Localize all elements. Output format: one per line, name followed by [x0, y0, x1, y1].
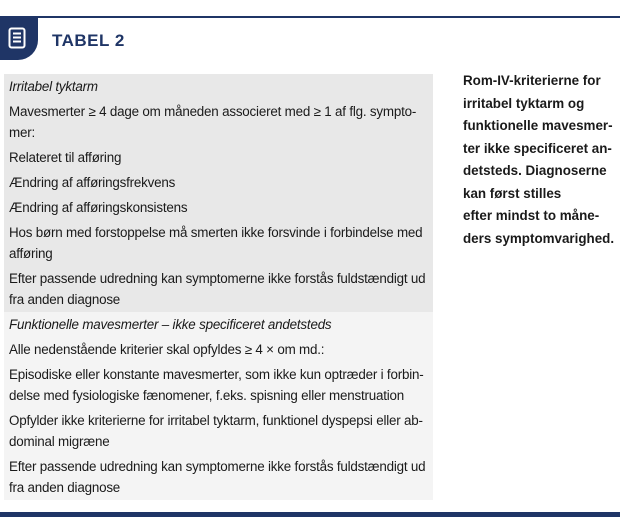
- table-title: TABEL 2: [52, 31, 125, 50]
- caption-line: funktionelle mavesmer-: [463, 118, 613, 133]
- criteria-row-defecation: Relateret til afføring: [4, 145, 433, 170]
- section-heading-functional-pain: Funktionelle mavesmerter – ikke specificeret andetsteds: [4, 312, 433, 337]
- caption-line: Rom-IV-kriterierne for: [463, 73, 601, 88]
- criteria-row-intro: Alle nedenstående kriterier skal opfyldes ≥ 4 × om md.:: [4, 337, 433, 362]
- criteria-row-frequency-change: Ændring af afføringsfrekvens: [4, 170, 433, 195]
- criteria-row-consistency-change: Ændring af afføringskonsistens: [4, 195, 433, 220]
- criteria-line: Efter passende udredning kan symptomerne ikke forstås fuldstændigt ud: [9, 459, 426, 474]
- criteria-row-not-fulfilled: [4, 408, 433, 454]
- criteria-line: Mavesmerter ≥ 4 dage om måneden associeret med ≥ 1 af flg. sympto-: [9, 104, 417, 119]
- top-rule: [0, 16, 620, 18]
- criteria-line: fra anden diagnose: [9, 292, 121, 307]
- document-list-icon: [12, 29, 26, 49]
- criteria-table: [4, 74, 433, 500]
- caption-line: kan først stilles: [463, 185, 562, 201]
- criteria-line: fra anden diagnose: [9, 480, 121, 495]
- criteria-row-children-constipation: [4, 220, 433, 266]
- criteria-line: afføring: [9, 246, 53, 261]
- bottom-rule: [0, 512, 620, 517]
- caption-line: ders symptomvarighed.: [463, 230, 615, 246]
- caption-line: ter ikke specificeret an-: [463, 140, 612, 156]
- criteria-row-exclusion: [4, 266, 433, 312]
- caption-line: irritabel tyktarm og: [463, 95, 585, 111]
- section-heading-irritable-bowel: Irritabel tyktarm: [4, 74, 433, 99]
- criteria-row-exclusion: [4, 454, 433, 500]
- criteria-line: Efter passende udredning kan symptomerne ikke forstås fuldstændigt ud: [9, 271, 426, 286]
- table-icon-tab: [0, 18, 38, 60]
- criteria-line: Hos børn med forstoppelse må smerten ikke forsvinde i forbindelse med: [9, 225, 423, 240]
- criteria-line: delse med fysiologiske fænomener, f.eks. spisning eller menstruation: [9, 388, 405, 403]
- criteria-row-pain-frequency: [4, 99, 433, 145]
- caption-line: detsteds. Diagnoserne: [463, 163, 607, 178]
- caption-line: efter mindst to måne-: [463, 208, 600, 223]
- criteria-line: mer:: [9, 125, 35, 140]
- criteria-line: Opfylder ikke kriterierne for irritabel tyktarm, funktionel dyspepsi eller ab-: [9, 413, 423, 428]
- criteria-line: dominal migræne: [9, 434, 110, 449]
- criteria-row-episodic: [4, 362, 433, 408]
- table-caption: [463, 70, 619, 250]
- criteria-line: Episodiske eller konstante mavesmerter, som ikke kun optræder i forbin-: [9, 367, 424, 382]
